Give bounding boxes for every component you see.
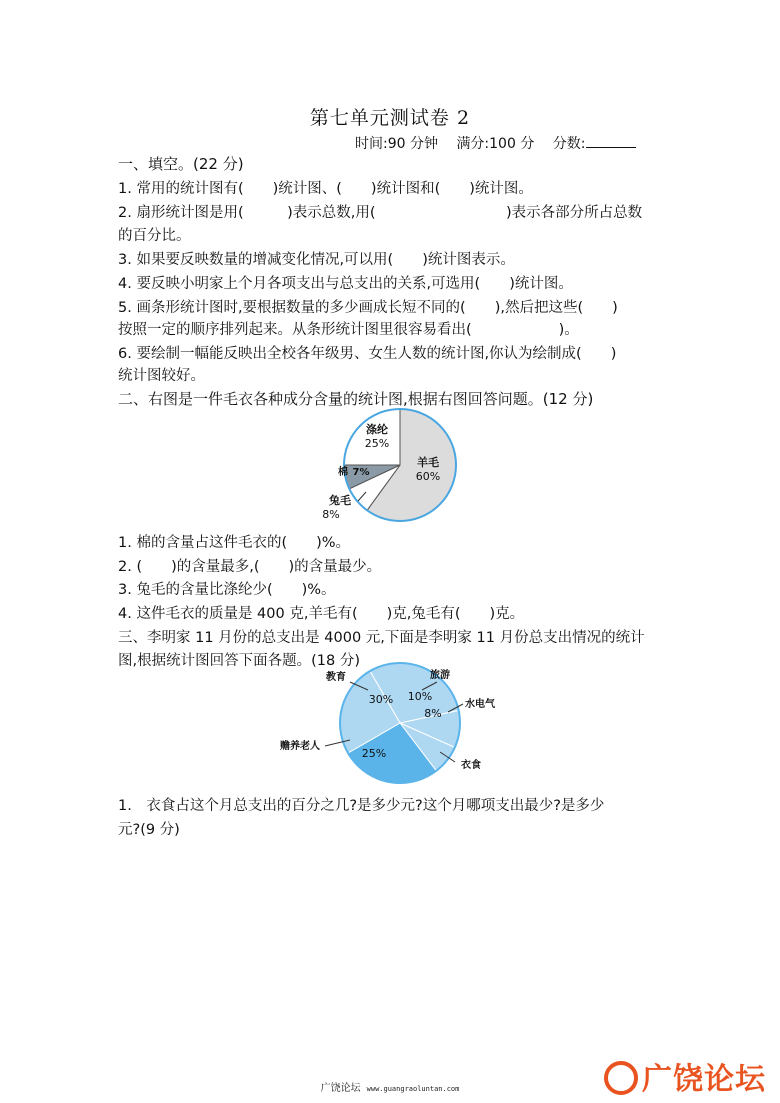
section3-heading: 图,根据统计图回答下面各题。(18 分) [118,653,360,669]
page-title: 第七单元测试卷 2 [309,107,471,129]
slice-name-label: 棉 [338,467,348,478]
slice-value-label: 25% [364,437,390,450]
s2-line: 2. ( )的含量最多,( )的含量最少。 [118,559,382,575]
s1-line: 统计图较好。 [118,368,205,384]
slice-value-label: 8% [322,508,340,521]
slice-value-label: 25% [361,747,387,760]
slice-name-label: 兔毛 [329,494,351,507]
score-blank [586,135,636,148]
section2-heading: 二、右图是一件毛衣各种成分含量的统计图,根据右图回答问题。(12 分) [118,390,594,408]
s1-line: 3. 如果要反映数量的增减变化情况,可以用( )统计图表示。 [118,252,515,268]
s1-line: 按照一定的顺序排列起来。从条形统计图里很容易看出( )。 [118,322,579,338]
footer [0,1079,780,1094]
footer-url: www.guangraoluntan.com [366,1085,460,1093]
slice-name-label: 衣食 [461,760,481,771]
slice-value-label: 10% [407,690,433,703]
s1-line: 的百分比。 [118,228,191,244]
sweater-pie-chart [300,408,480,528]
s1-line: 5. 画条形统计图时,要根据数量的多少画成长短不同的( ),然后把这些( ) [118,300,618,316]
logo-text: 广饶论坛 [642,1062,766,1097]
s1-line: 2. 扇形统计图是用( )表示总数,用( )表示各部分所占总数 [118,205,643,221]
slice-value-label: 60% [415,470,441,483]
footer-text: 广饶论坛 [320,1083,361,1094]
time-label: 时间:90 分钟 [355,136,438,152]
s3-q1-line: 1. 衣食占这个月总支出的百分之几?是多少元?这个月哪项支出最少?是多少 [118,798,605,814]
s1-line: 6. 要绘制一幅能反映出全校各年级男、女生人数的统计图,你认为绘制成( ) [118,346,617,362]
slice-name-label: 水电气 [465,699,495,710]
slice-name-label: 羊毛 [417,456,439,469]
slice-name-label: 旅游 [430,670,450,681]
exam-meta [355,133,650,153]
s2-line: 4. 这件毛衣的质量是 400 克,羊毛有( )克,兔毛有( )克。 [118,606,525,622]
slice-value-label: 8% [424,707,442,720]
expense-pie-chart [270,660,520,790]
s1-line: 4. 要反映小明家上个月各项支出与总支出的关系,可选用( )统计图。 [118,276,573,292]
slice-value-label: 30% [368,693,394,706]
s1-line: 1. 常用的统计图有( )统计图、( )统计图和( )统计图。 [118,181,533,197]
section1-heading: 一、填空。(22 分) [118,155,244,173]
section3-heading: 三、李明家 11 月份的总支出是 4000 元,下面是李明家 11 月份总支出情况的统计 [118,630,645,646]
s2-line: 1. 棉的含量占这件毛衣的( )%。 [118,535,351,551]
score-label: 分数: [552,136,586,152]
slice-value-label: 7% [352,467,370,478]
slice-name-label: 教育 [326,672,346,683]
s2-line: 3. 兔毛的含量比涤纶少( )%。 [118,582,336,598]
slice-name-label: 赡养老人 [280,741,320,752]
full-score-label: 满分:100 分 [456,136,535,152]
s3-q1-line: 元?(9 分) [118,822,180,838]
slice-name-label: 涤纶 [366,423,388,436]
